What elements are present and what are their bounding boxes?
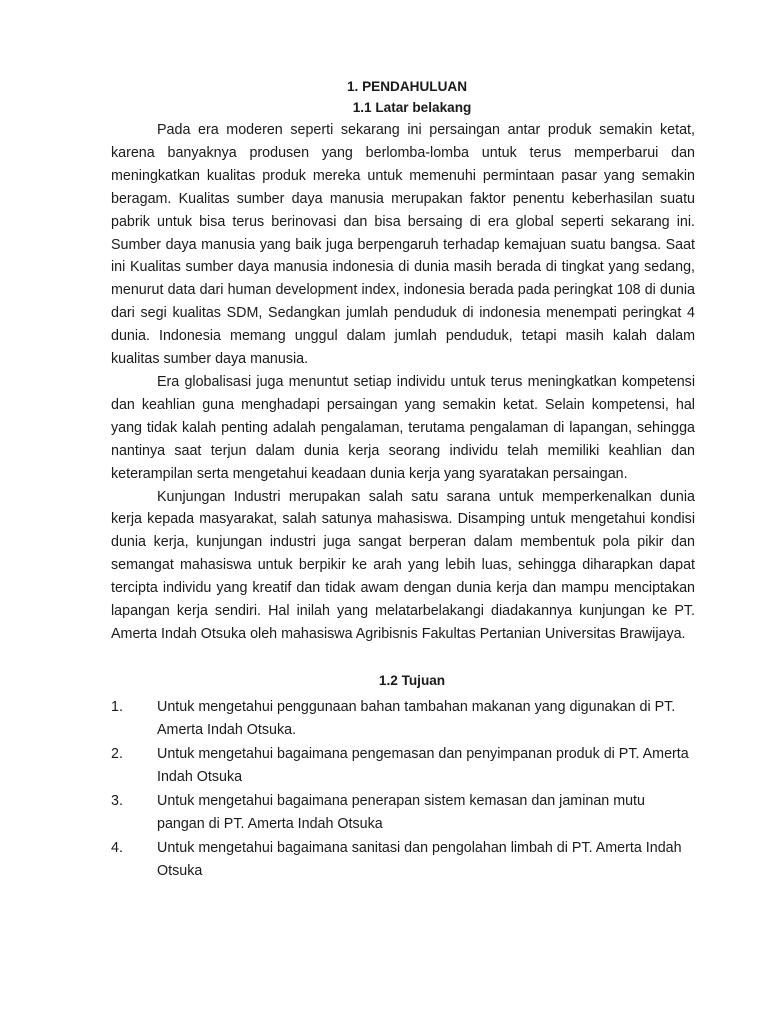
list-number: 3. (111, 792, 123, 809)
list-text: Untuk mengetahui penggunaan bahan tambahan makanan yang digunakan di PT. Amerta Indah Otsuka. (157, 698, 676, 739)
paragraph: Era globalisasi juga menuntut setiap individu untuk terus meningkatkan kompetensi dan keahlian guna menghadapi persaingan yang semakin ketat. Selain kompetensi, hal yang tidak kalah penting adalah pengalaman, terutama pengalaman di lapangan, sehingga nantinya saat terjun dalam dunia kerja seorang individu telah memiliki keahlian dan keterampilan serta mengetahui keadaan dunia kerja yang syaratakan persaingan. (111, 373, 695, 482)
paragraph: Pada era moderen seperti sekarang ini persaingan antar produk semakin ketat, karena banyaknya produsen yang berlomba-lomba untuk terus memperbarui dan meningkatkan kualitas produk mereka untuk memenuhi permintaan pasar yang semakin beragam. Kualitas sumber daya manusia merupakan faktor penentu keberhasilan suatu pabrik untuk bisa terus berinovasi dan bisa bersaing di era global seperti sekarang ini. Sumber daya manusia yang baik juga berpengaruh terhadap kemajuan suatu bangsa. Saat ini Kualitas sumber daya manusia indonesia di dunia masih berada di tingkat yang sedang, menurut data dari human development index, indonesia berada pada peringkat 108 di dunia dari segi kualitas SDM, Sedangkan jumlah penduduk di indonesia menempati peringkat 4 dunia. Indonesia memang unggul dalam jumlah penduduk, tetapi masih kalah dalam kualitas sumber daya manusia. (111, 122, 695, 368)
list-number: 4. (111, 839, 123, 856)
section-title-goals: 1.2 Tujuan (378, 672, 446, 688)
list-number: 2. (111, 745, 123, 762)
goal-list (111, 696, 695, 884)
chapter-title: 1. PENDAHULUAN (346, 79, 468, 94)
list-text: Untuk mengetahui bagaimana penerapan sistem kemasan dan jaminan mutu pangan di PT. Amerta Indah Otsuka (157, 792, 645, 833)
list-item (111, 837, 695, 884)
section-title-background: 1.1 Latar belakang (352, 100, 472, 115)
list-text: Untuk mengetahui bagaimana sanitasi dan pengolahan limbah di PT. Amerta Indah Otsuka (157, 839, 682, 880)
list-item (111, 790, 695, 837)
paragraph: Kunjungan Industri merupakan salah satu sarana untuk memperkenalkan dunia kerja kepada masyarakat, salah satunya mahasiswa. Disamping untuk mengetahui kondisi dunia kerja, kunjungan industri juga sangat berperan dalam membentuk pola pikir dan semangat mahasiswa untuk berpikir ke arah yang lebih luas, sehingga diharapkan dapat tercipta individu yang kreatif dan tidak awam dengan dunia kerja dan mampu menciptakan lapangan kerja sendiri. Hal inilah yang melatarbelakangi diadakannya kunjungan ke PT. Amerta Indah Otsuka oleh mahasiswa Agribisnis Fakultas Pertanian Universitas Brawijaya. (111, 488, 695, 642)
background-body (111, 119, 695, 646)
list-number: 1. (111, 698, 123, 715)
list-item (111, 696, 695, 743)
list-text: Untuk mengetahui bagaimana pengemasan dan penyimpanan produk di PT. Amerta Indah Otsuka (157, 745, 689, 786)
list-item (111, 743, 695, 790)
section-spacer (111, 646, 695, 664)
